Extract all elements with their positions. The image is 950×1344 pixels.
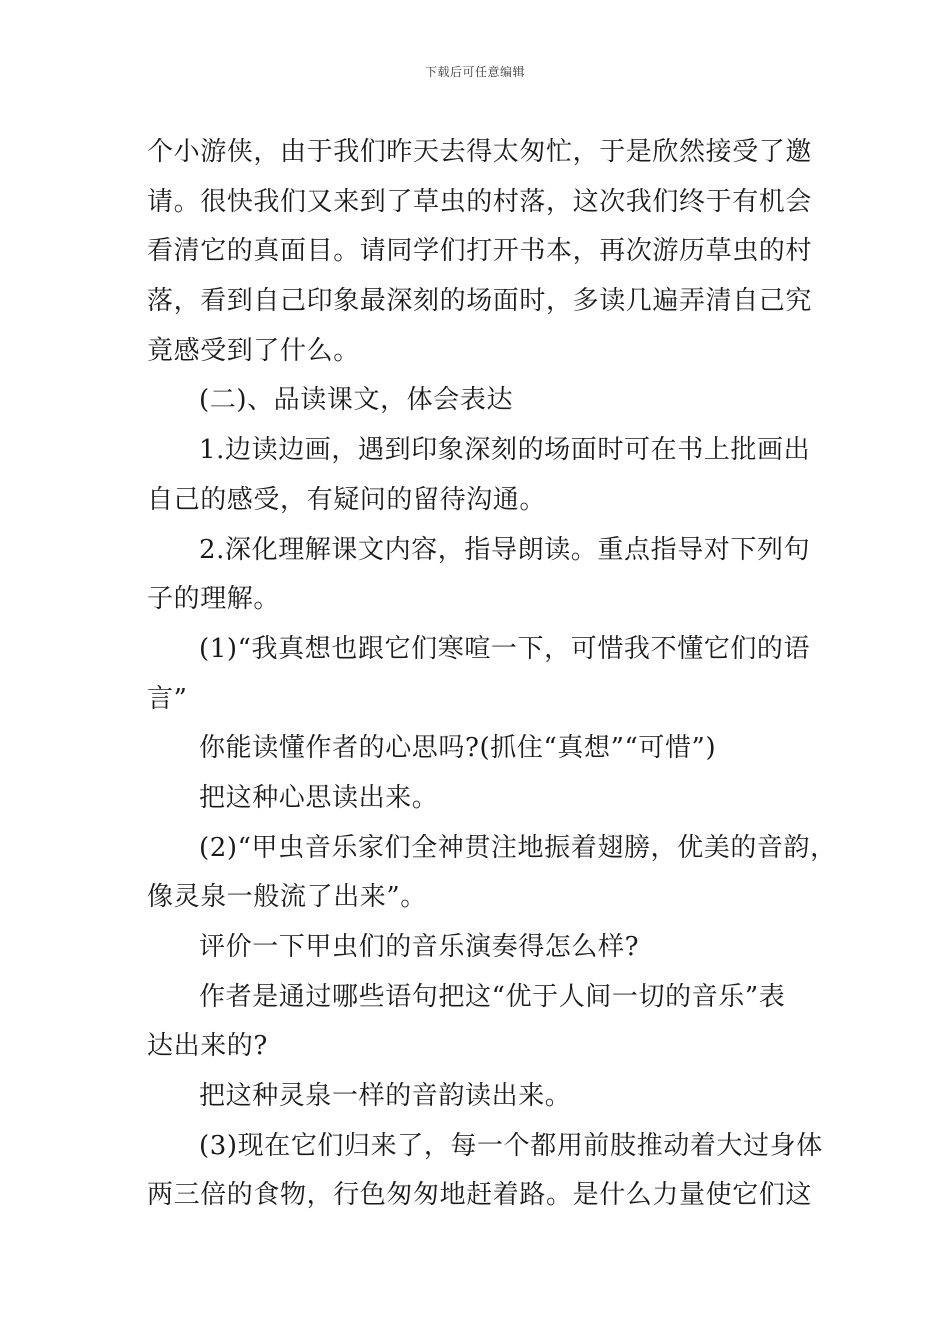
text-line: 把这种灵泉一样的音韵读出来。 (199, 1081, 572, 1112)
document-body (147, 128, 837, 1221)
text-line: (1)“我真想也跟它们寒喧一下，可惜我不懂它们的语 (199, 633, 811, 664)
text-line: 你能读懂作者的心思吗?(抓住“真想”“可惜”) (199, 733, 717, 764)
text-line: 达出来的? (147, 1031, 268, 1062)
text-line: 两三倍的食物，行色匆匆地赶着路。是什么力量使它们这 (147, 1180, 813, 1211)
text-line: 自己的感受，有疑问的留待沟通。 (147, 484, 547, 515)
text-line: 看清它的真面目。请同学们打开书本，再次游历草虫的村 (147, 236, 813, 267)
text-line: 请。很快我们又来到了草虫的村落，这次我们终于有机会 (147, 186, 813, 217)
text-line: (2)“甲虫音乐家们全神贯注地振着翅膀，优美的音韵， (199, 832, 837, 863)
text-line: 竟感受到了什么。 (147, 335, 360, 366)
text-line: 把这种心思读出来。 (199, 782, 439, 813)
text-line: 评价一下甲虫们的音乐演奏得怎么样? (199, 932, 640, 962)
text-line: (3)现在它们归来了，每一个都用前肢推动着大过身体 (199, 1130, 823, 1161)
text-line: 个小游侠，由于我们昨天去得太匆忙，于是欣然接受了邀 (147, 137, 813, 167)
text-line: 言” (147, 683, 188, 714)
text-line: 子的理解。 (147, 584, 281, 615)
text-line: 2.深化理解课文内容，指导朗读。重点指导对下列句 (199, 534, 811, 565)
text-line: 作者是通过哪些语句把这“优于人间一切的音乐”表 (199, 981, 786, 1012)
page-header: 下载后可任意编辑 (424, 65, 525, 79)
text-line: 像灵泉一般流了出来”。 (147, 882, 427, 913)
section-heading: (二)、品读课文，体会表达 (199, 385, 514, 416)
text-line: 1.边读边画，遇到印象深刻的场面时可在书上批画出 (199, 435, 811, 466)
text-line: 落，看到自己印象最深刻的场面时，多读几遍弄清自己究 (147, 286, 813, 317)
